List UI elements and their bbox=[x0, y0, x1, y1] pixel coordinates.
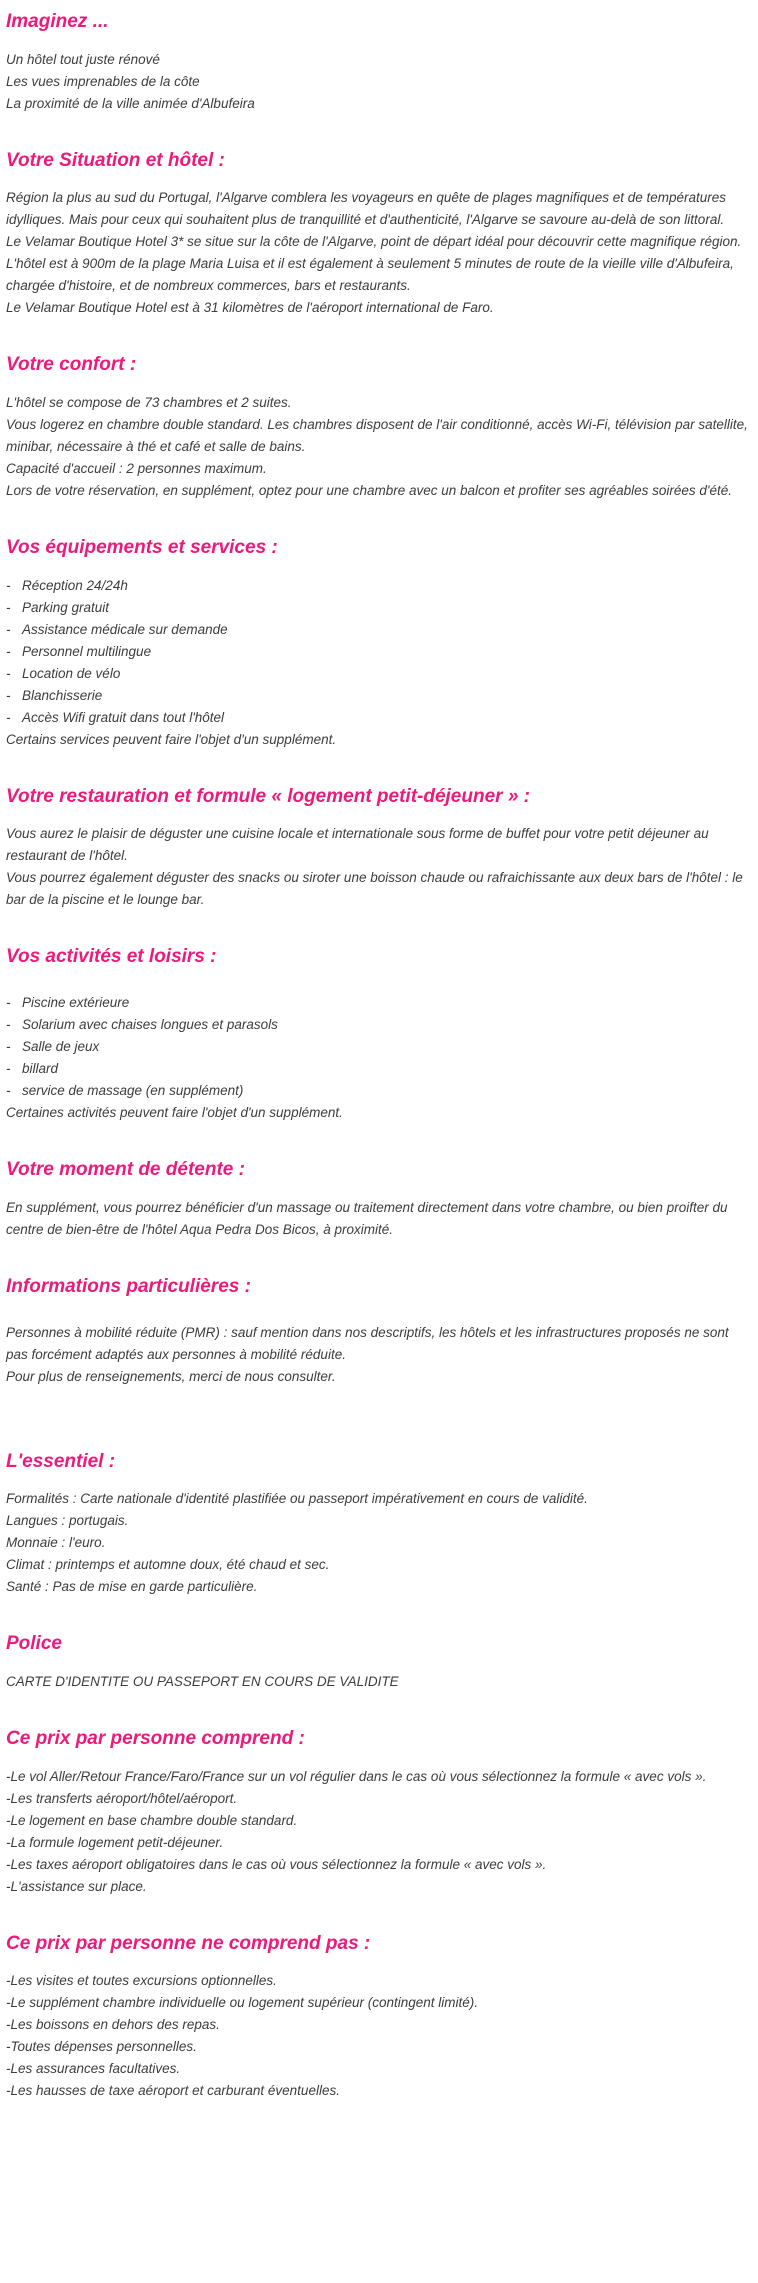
list-dash: - bbox=[6, 577, 11, 593]
list-item bbox=[6, 1014, 748, 1036]
section-heading: Ce prix par personne ne comprend pas : bbox=[6, 1932, 371, 1954]
list-item bbox=[6, 597, 748, 619]
section-heading: Imaginez ... bbox=[6, 11, 109, 32]
paragraph: Un hôtel tout juste rénové bbox=[6, 51, 160, 67]
list-item bbox=[6, 663, 748, 685]
section-imaginez bbox=[6, 10, 748, 115]
section-situation-hotel bbox=[6, 149, 748, 320]
list-dash: - bbox=[6, 709, 11, 725]
paragraph: La proximité de la ville animée d'Albufeira bbox=[6, 95, 255, 111]
paragraph: -Toutes dépenses personnelles. bbox=[6, 2039, 197, 2055]
section-heading: Informations particulières : bbox=[6, 1275, 251, 1297]
section-heading: Vos activités et loisirs : bbox=[6, 946, 217, 968]
list-item bbox=[6, 619, 748, 641]
paragraph: Formalités : Carte nationale d'identité plastifiée ou passeport impérativement en cours de validité. bbox=[6, 1491, 588, 1507]
paragraph: Région la plus au sud du Portugal, l'Algarve comblera les voyageurs en quête de plages magnifiques et de températures idylliques. Mais pour ceux qui souhaitent plus de tranquillité et d'authenticité, l'Algarve se savoure au-delà de son littoral. bbox=[6, 190, 727, 228]
list-item bbox=[6, 1080, 748, 1102]
section-heading: Votre restauration et formule « logement petit-déjeuner » : bbox=[6, 785, 531, 807]
paragraph: L'hôtel est à 900m de la plage Maria Luisa et il est également à seulement 5 minutes de route de la vieille ville d'Albufeira, chargée d'histoire, et de nombreux commerces, bars et restaurants. bbox=[6, 256, 734, 294]
section-prix-comprend bbox=[6, 1727, 748, 1898]
paragraph: -Les transferts aéroport/hôtel/aéroport. bbox=[6, 1790, 238, 1806]
list-item-label: Accès Wifi gratuit dans tout l'hôtel bbox=[22, 709, 225, 725]
list-item bbox=[6, 685, 748, 707]
paragraph: En supplément, vous pourrez bénéficier d'un massage ou traitement directement dans votre chambre, ou bien proifter du centre de bien-être de l'hôtel Aqua Pedra Dos Bicos, à proximité. bbox=[6, 1199, 728, 1237]
list-item-label: Réception 24/24h bbox=[22, 577, 128, 593]
activities-list bbox=[6, 992, 748, 1102]
section-activites-loisirs bbox=[6, 945, 748, 1124]
paragraph: Vous pourrez également déguster des snacks ou siroter une boisson chaude ou rafraichissante aux deux bars de l'hôtel : le bar de la piscine et le lounge bar. bbox=[6, 870, 743, 908]
paragraph: L'hôtel se compose de 73 chambres et 2 suites. bbox=[6, 395, 292, 411]
paragraph: CARTE D'IDENTITE OU PASSEPORT EN COURS DE VALIDITE bbox=[6, 1673, 399, 1689]
paragraph: Le Velamar Boutique Hotel 3* se situe sur la côte de l'Algarve, point de départ idéal pour découvrir cette magnifique région. bbox=[6, 234, 742, 250]
list-item-label: Location de vélo bbox=[22, 665, 121, 681]
list-item-label: Salle de jeux bbox=[22, 1039, 100, 1055]
list-dash: - bbox=[6, 1061, 11, 1077]
paragraph: -Les hausses de taxe aéroport et carburant éventuelles. bbox=[6, 2083, 340, 2099]
list-item-label: Solarium avec chaises longues et parasols bbox=[22, 1017, 278, 1033]
section-heading: Votre confort : bbox=[6, 354, 137, 376]
paragraph: Vous logerez en chambre double standard. Les chambres disposent de l'air conditionné, accès Wi-Fi, télévision par satellite, minibar, nécessaire à thé et café et salle de bains. bbox=[6, 417, 748, 455]
section-note: Certains services peuvent faire l'objet d'un supplément. bbox=[6, 731, 337, 747]
section-heading: Police bbox=[6, 1633, 62, 1655]
services-list bbox=[6, 575, 748, 729]
list-dash: - bbox=[6, 687, 11, 703]
paragraph: Personnes à mobilité réduite (PMR) : sauf mention dans nos descriptifs, les hôtels et les infrastructures proposés ne sont pas forcément adaptés aux personnes à mobilité réduite. bbox=[6, 1324, 729, 1362]
paragraph: Santé : Pas de mise en garde particulière. bbox=[6, 1579, 258, 1595]
paragraph: Capacité d'accueil : 2 personnes maximum. bbox=[6, 461, 267, 477]
section-essentiel bbox=[6, 1450, 748, 1599]
list-dash: - bbox=[6, 1039, 11, 1055]
paragraph: -Le supplément chambre individuelle ou logement supérieur (contingent limité). bbox=[6, 1995, 479, 2011]
section-heading: Votre moment de détente : bbox=[6, 1159, 245, 1181]
paragraph: -Les boissons en dehors des repas. bbox=[6, 2017, 220, 2033]
section-heading: Votre Situation et hôtel : bbox=[6, 149, 225, 171]
list-dash: - bbox=[6, 1017, 11, 1033]
paragraph: -Les visites et toutes excursions optionnelles. bbox=[6, 1973, 277, 1989]
list-item bbox=[6, 1058, 748, 1080]
paragraph: Pour plus de renseignements, merci de nous consulter. bbox=[6, 1368, 336, 1384]
list-dash: - bbox=[6, 665, 11, 681]
list-item-label: service de massage (en supplément) bbox=[22, 1083, 244, 1099]
list-dash: - bbox=[6, 621, 11, 637]
section-moment-detente bbox=[6, 1158, 748, 1241]
list-item-label: Blanchisserie bbox=[22, 687, 103, 703]
paragraph: -Les taxes aéroport obligatoires dans le cas où vous sélectionnez la formule « avec vols ». bbox=[6, 1856, 547, 1872]
section-restauration bbox=[6, 785, 748, 912]
paragraph: -Les assurances facultatives. bbox=[6, 2061, 181, 2077]
section-heading: L'essentiel : bbox=[6, 1450, 116, 1472]
paragraph: Lors de votre réservation, en supplément, optez pour une chambre avec un balcon et profiter ses agréables soirées d'été. bbox=[6, 483, 733, 499]
list-item bbox=[6, 992, 748, 1014]
paragraph: Les vues imprenables de la côte bbox=[6, 73, 200, 89]
section-heading: Vos équipements et services : bbox=[6, 537, 278, 559]
list-dash: - bbox=[6, 1083, 11, 1099]
paragraph: -La formule logement petit-déjeuner. bbox=[6, 1834, 224, 1850]
list-dash: - bbox=[6, 643, 11, 659]
list-dash: - bbox=[6, 995, 11, 1011]
section-informations-particulieres bbox=[6, 1275, 748, 1388]
paragraph: Le Velamar Boutique Hotel est à 31 kilomètres de l'aéroport international de Faro. bbox=[6, 300, 494, 316]
list-item-label: Piscine extérieure bbox=[22, 995, 130, 1011]
list-dash: - bbox=[6, 599, 11, 615]
section-police bbox=[6, 1632, 748, 1693]
list-item-label: Assistance médicale sur demande bbox=[22, 621, 228, 637]
section-heading: Ce prix par personne comprend : bbox=[6, 1727, 305, 1749]
paragraph: -Le logement en base chambre double standard. bbox=[6, 1812, 298, 1828]
paragraph: -L'assistance sur place. bbox=[6, 1878, 147, 1894]
paragraph: -Le vol Aller/Retour France/Faro/France sur un vol régulier dans le cas où vous sélectionnez la formule « avec vols ». bbox=[6, 1768, 707, 1784]
list-item bbox=[6, 707, 748, 729]
list-item bbox=[6, 575, 748, 597]
section-confort bbox=[6, 353, 748, 502]
section-prix-ne-comprend-pas bbox=[6, 1932, 748, 2103]
list-item-label: billard bbox=[22, 1061, 59, 1077]
paragraph: Climat : printemps et automne doux, été chaud et sec. bbox=[6, 1557, 330, 1573]
list-item-label: Personnel multilingue bbox=[22, 643, 152, 659]
section-note: Certaines activités peuvent faire l'objet d'un supplément. bbox=[6, 1105, 343, 1121]
paragraph: Langues : portugais. bbox=[6, 1513, 129, 1529]
section-equipements-services bbox=[6, 536, 748, 751]
list-item bbox=[6, 641, 748, 663]
paragraph: Monnaie : l'euro. bbox=[6, 1535, 106, 1551]
paragraph: Vous aurez le plaisir de déguster une cuisine locale et internationale sous forme de buffet pour votre petit déjeuner au restaurant de l'hôtel. bbox=[6, 826, 709, 864]
list-item-label: Parking gratuit bbox=[22, 599, 110, 615]
list-item bbox=[6, 1036, 748, 1058]
